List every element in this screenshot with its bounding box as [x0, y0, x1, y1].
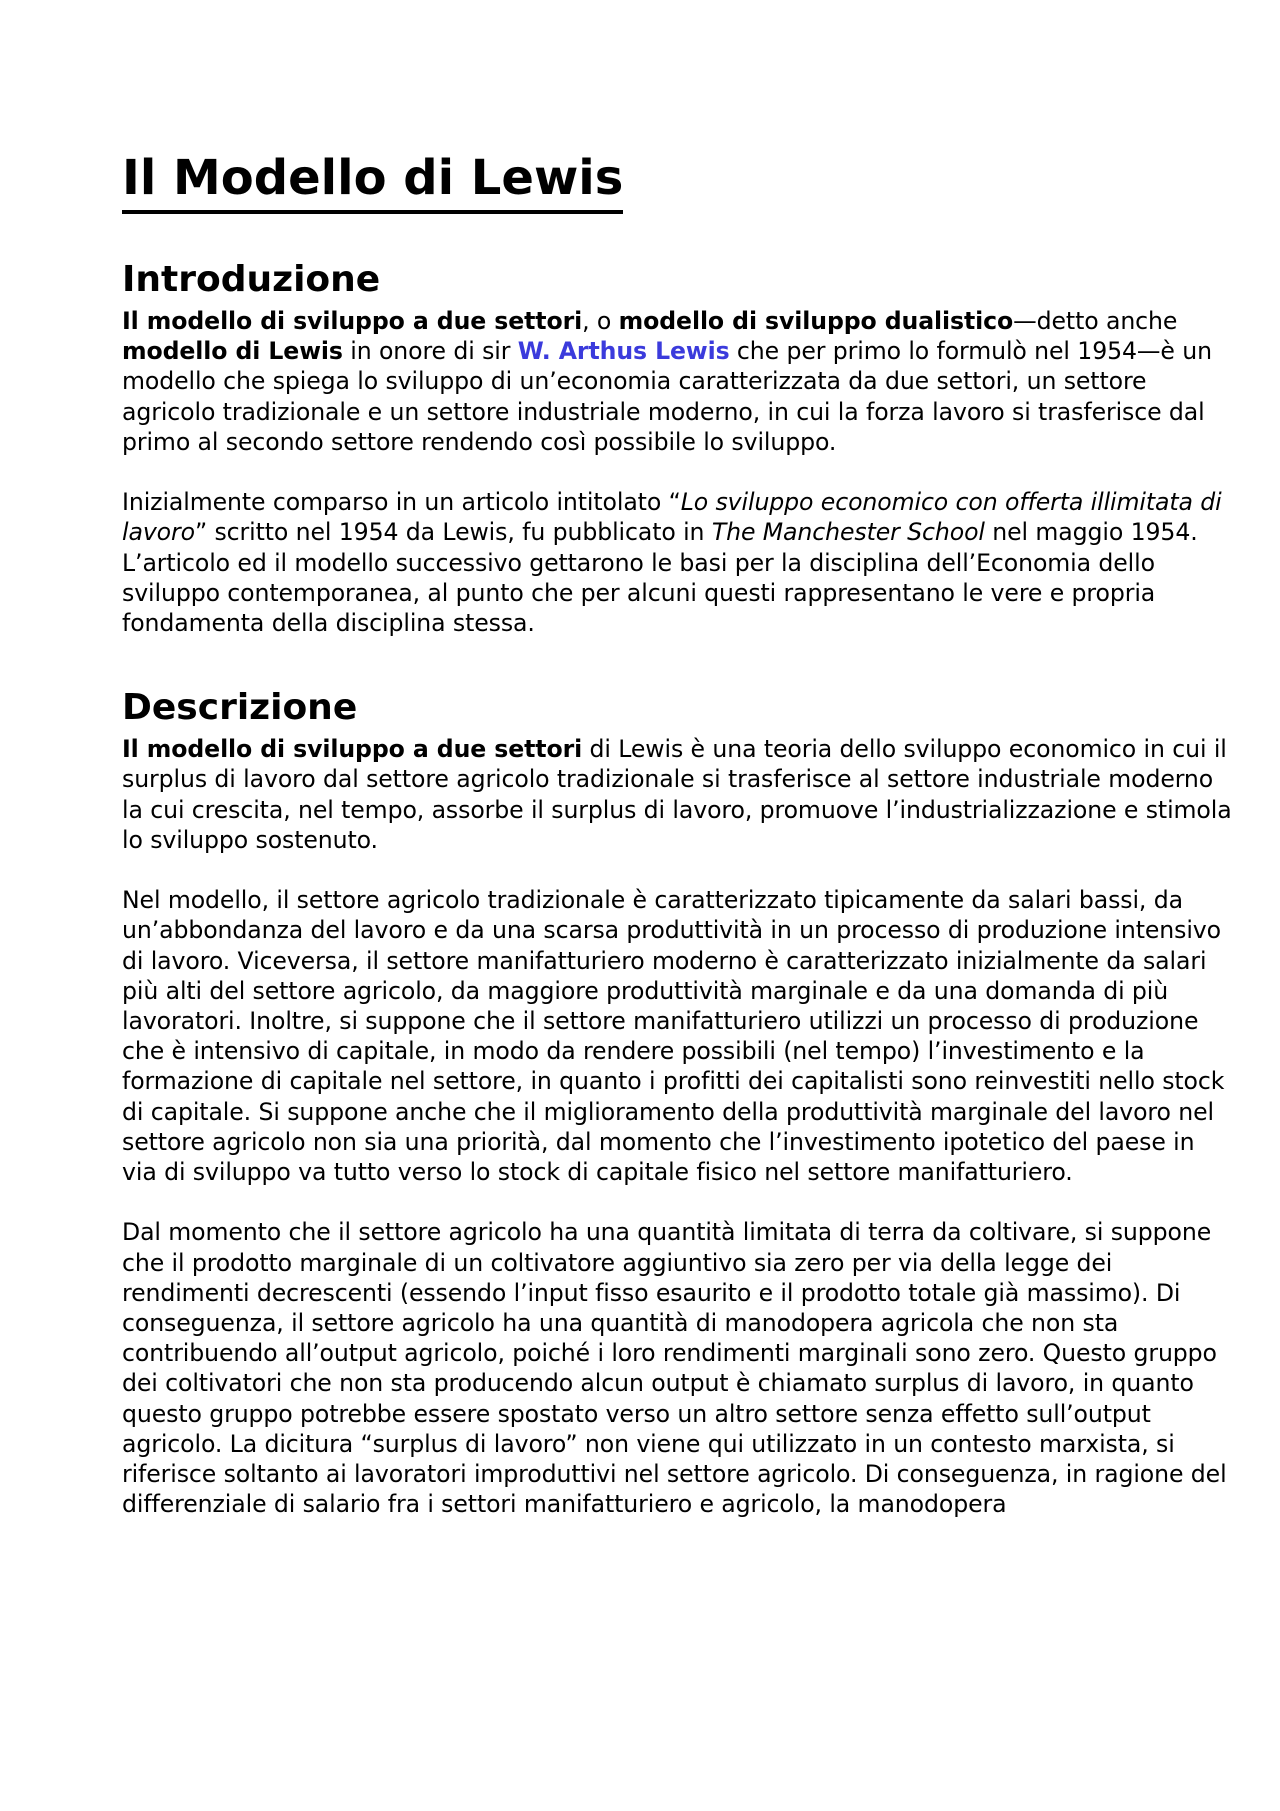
bold-term: modello di Lewis: [122, 337, 343, 366]
descrizione-paragraph-2: Nel modello, il settore agricolo tradizionale è caratterizzato tipicamente da salari bassi, da un’abbondanza del lavoro e da una scarsa produttività in un processo di produzione intensivo di lavoro. Viceversa, il settore manifatturiero moderno è caratterizzato inizialmente da salari più alti del settore agricolo, da maggiore produttività marginale e da una domanda di più lavoratori. Inoltre, si suppone che il settore manifatturiero utilizzi un processo di produzione che è intensivo di capitale, in modo da rendere possibili (nel tempo) l’investimento e la formazione di capitale nel settore, in quanto i profitti dei capitalisti sono reinvestiti nello stock di capitale. Si suppone anche che il miglioramento della produttività marginale del lavoro nel settore agricolo non sia una priorità, dal momento che l’investimento ipotetico del paese in via di sviluppo va tutto verso lo stock di capitale fisico nel settore manifatturiero.: [122, 886, 1225, 1187]
bold-term: modello di sviluppo dualistico: [618, 307, 1014, 335]
section-heading-descrizione: Descrizione: [122, 687, 358, 729]
article-title: Lo sviluppo economico con offerta illimitata di lavoro: [122, 488, 1222, 547]
descrizione-paragraph-3: Dal momento che il settore agricolo ha una quantità limitata di terra da coltivare, si suppone che il prodotto marginale di un coltivatore aggiuntivo sia zero per via della legge dei rendimenti decrescenti (essendo l’input fisso esaurito e il prodotto totale già massimo). Di conseguenza, il settore agricolo ha una quantità di manodopera agricola che non sta contribuendo all’output agricolo, poiché i loro rendimenti marginali sono zero. Questo gruppo dei coltivatori che non sta producendo alcun output è chiamato surplus di lavoro, in quanto questo gruppo potrebbe essere spostato verso un altro settore senza effetto sull’output agricolo. La dicitura “surplus di lavoro” non viene qui utilizzato in un contesto marxista, si riferisce soltanto ai lavoratori improduttivi nel settore agricolo. Di conseguenza, in ragione del differenziale di salario fra i settori manifatturiero e agricolo, la manodopera: [122, 1218, 1227, 1519]
intro-paragraph-1: Il modello di sviluppo a due settori, o modello di sviluppo dualistico—detto anche modello di Lewis in onore di sir W. Arthus Lewis che per primo lo formulò nel 1954—è un modello che spiega lo sviluppo di un’economia caratterizzata da due settori, un settore agricolo tradizionale e un settore industriale moderno, in cui la forza lavoro si trasferisce dal primo al secondo settore rendendo così possibile lo sviluppo.: [122, 307, 1212, 456]
journal-title: The Manchester School: [711, 518, 985, 547]
section-heading-introduzione: Introduzione: [122, 259, 381, 300]
bold-term: Il modello di sviluppo a due settori: [122, 307, 583, 335]
document-page: [122, 148, 1232, 1519]
document-title: Il Modello di Lewis: [122, 148, 623, 214]
descrizione-paragraph-1: Il modello di sviluppo a due settori di Lewis è una teoria dello sviluppo economico in cui il surplus di lavoro dal settore agricolo tradizionale si trasferisce al settore industriale moderno la cui crescita, nel tempo, assorbe il surplus di lavoro, promuove l’industrializzazione e stimola lo sviluppo sostenuto.: [122, 735, 1232, 854]
author-link[interactable]: W. Arthus Lewis: [517, 337, 730, 366]
intro-paragraph-2: Inizialmente comparso in un articolo intitolato “Lo sviluppo economico con offerta illimitata di lavoro” scritto nel 1954 da Lewis, fu pubblicato in The Manchester School nel maggio 1954. L’articolo ed il modello successivo gettarono le basi per la disciplina dell’Economia dello sviluppo contemporanea, al punto che per alcuni questi rappresentano le vere e propria fondamenta della disciplina stessa.: [122, 488, 1222, 638]
bold-term: Il modello di sviluppo a due settori: [122, 735, 583, 764]
